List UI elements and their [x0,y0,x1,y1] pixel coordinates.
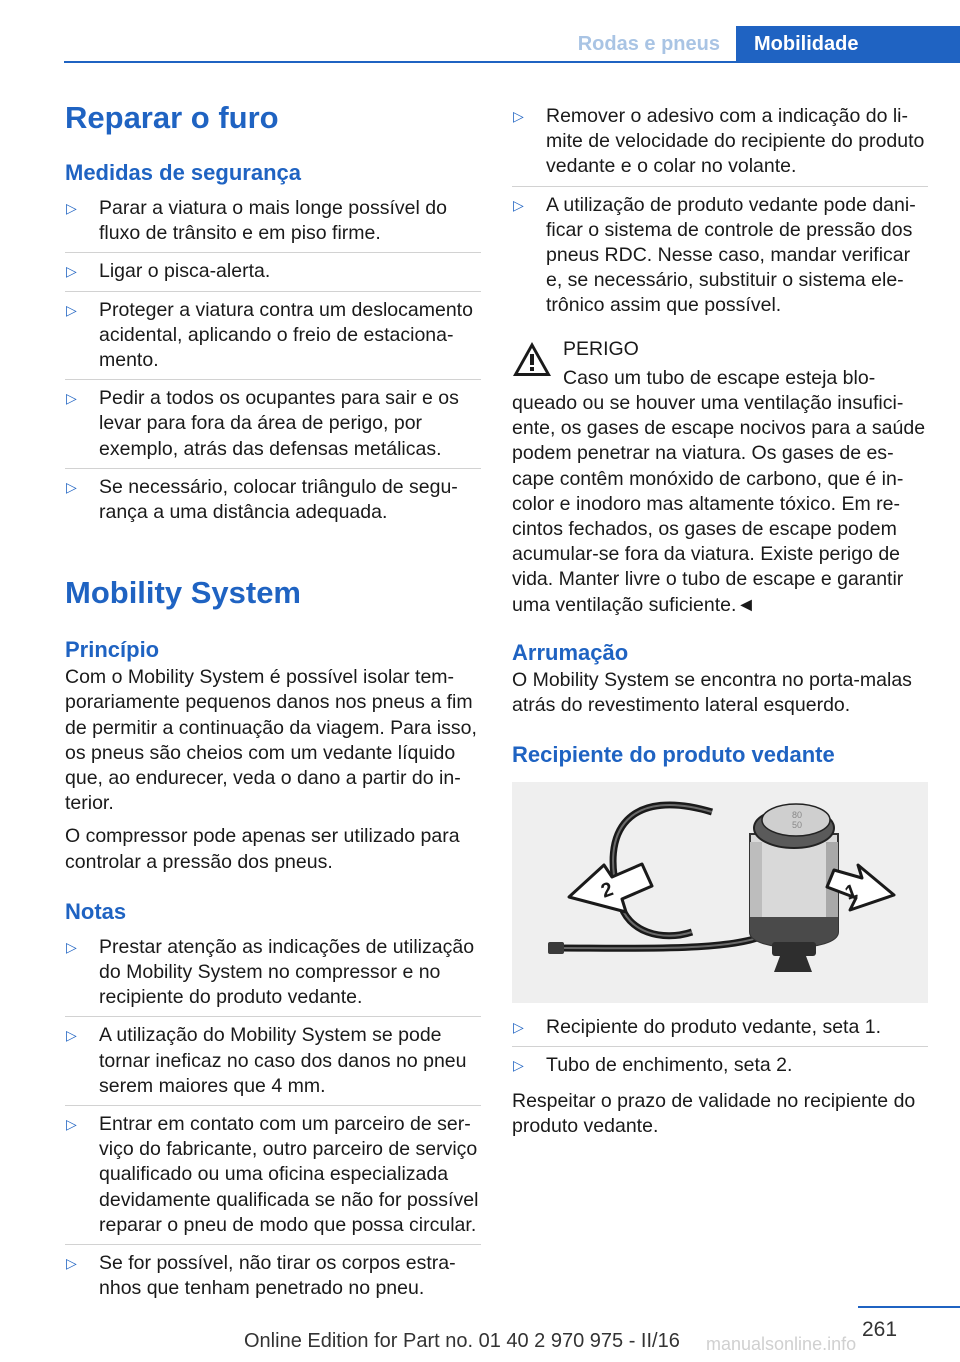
notes-title: Notas [65,898,127,924]
arrow-2-label: 2 [598,878,617,903]
list-item [512,187,928,325]
list-item-text: Entrar em contato com um parceiro de serviço do fabricante, outro parceiro de serviço qualificado ou uma oficina especializada devidamente qualificada se não for possível reparar o pneu de modo que possa circular. [99,1113,479,1236]
list-item-text: Pedir a todos os ocupantes para sair e os levar para fora da área de perigo, por exemplo, atrás das defensas metálicas. [99,387,459,460]
triangle-right-icon: ▷ [513,1019,524,1036]
list-item [512,1009,928,1047]
compressor-paragraph: O compressor pode apenas ser utilizado para controlar a pressão dos pneus. [65,825,460,873]
triangle-right-icon: ▷ [66,200,77,216]
triangle-right-icon: ▷ [66,263,77,280]
triangle-right-icon: ▷ [66,478,77,495]
list-item-text: Se necessário, colocar triângulo de segurança a uma distância adequada. [99,475,458,524]
list-item-text: Proteger a viatura contra um deslocamento acidental, aplicando o freio de estacionamento. [99,298,473,372]
danger-warning [512,337,928,618]
warning-triangle-icon [512,341,552,377]
list-item [65,1106,481,1245]
section-tab[interactable]: Rodas e pneus [577,32,720,55]
triangle-right-icon: ▷ [513,196,524,213]
list-item-text: Recipiente do produto vedante, seta 1. [546,1016,881,1039]
safety-title: Medidas de segurança [65,160,301,185]
container-title: Recipiente do produto vedante [512,742,835,768]
sealant-container-illustration [512,782,928,1003]
cap-label-bottom: 50 [792,820,803,831]
list-item [65,929,481,1018]
storage-title: Arrumação [512,639,629,665]
triangle-right-icon: ▷ [66,301,77,318]
footer-rule [858,1306,960,1308]
instruction-list [512,101,928,325]
list-item [65,380,481,469]
principle-paragraph: Com o Mobility System é possível isolar temporariamente pequenos danos nos pneus a fim de permitir a continuação da viagem. Para isso, os pneus são cheios com um vedante líquido que, ao endurecer, veda o dano a partir do interior. [65,666,477,815]
warning-text: Caso um tubo de escape esteja bloqueado ou se houver uma ventilação insuficiente, os gases de escape nocivos para a saúde podem penetrar na viatura. Os gases de escape contêm monóxido de carbono, que é incolor e inodoro mas altamente tóxico. Em recintos fechados, os gases de escape podem acumular-se fora da viatura. Existe perigo de vida. Manter livre o tubo de escape e garantir uma ventilação suficiente.◄ [512,366,926,616]
list-item [65,469,481,531]
triangle-right-icon: ▷ [66,938,77,955]
list-item-text: Remover o adesivo com a indicação do limite de velocidade do recipiente do produto vedante e o colar no volante. [546,105,925,178]
list-item-text: A utilização do Mobility System se pode tornar ineficaz no caso dos danos no pneu serem maiores que 4 mm. [99,1024,467,1097]
page-number: 261 [862,1318,898,1341]
sealant-kit-drawing [512,782,928,1003]
list-item [65,190,481,253]
notes-list [65,929,481,1308]
list-item [65,1245,481,1307]
triangle-right-icon: ▷ [66,1255,77,1272]
list-item [65,1017,481,1106]
list-item [512,1047,928,1084]
figure-legend-list [512,1009,928,1084]
triangle-right-icon: ▷ [513,1057,524,1074]
cap-label-top: 80 [792,810,803,821]
triangle-right-icon: ▷ [66,390,77,407]
left-column [65,96,481,1308]
warning-label: PERIGO [563,337,639,360]
principle-title: Princípio [65,637,160,663]
list-item-text: Prestar atenção as indicações de utilização do Mobility System no compressor e no recipiente do produto vedante. [99,935,475,1009]
list-item [65,253,481,291]
mobility-system-title: Mobility System [65,575,301,611]
watermark-text: manualsonline.info [706,1334,857,1354]
edition-footer: Online Edition for Part no. 01 40 2 970 975 - II/16 [244,1330,680,1352]
chapter-tab[interactable]: Mobilidade [736,26,960,62]
triangle-right-icon: ▷ [513,108,524,124]
list-item-text: Tubo de enchimento, seta 2. [546,1054,793,1077]
right-column [512,101,928,1139]
triangle-right-icon: ▷ [66,1027,77,1044]
list-item-text: Parar a viatura o mais longe possível do fluxo de trânsito e em piso firme. [99,197,447,245]
triangle-right-icon: ▷ [66,1116,77,1133]
list-item-text: Ligar o pisca-alerta. [99,260,271,283]
repair-title: Reparar o furo [65,100,279,135]
list-item [65,292,481,381]
arrow-1-label: 1 [842,880,861,905]
header-rule [64,61,960,63]
safety-list [65,190,481,531]
list-item [512,101,928,187]
validity-paragraph: Respeitar o prazo de validade no recipiente do produto vedante. [512,1089,916,1137]
storage-paragraph: O Mobility System se encontra no porta-malas atrás do revestimento lateral esquerdo. [512,668,912,717]
header-tabs [564,26,960,62]
list-item-text: Se for possível, não tirar os corpos estranhos que tenham penetrado no pneu. [99,1252,456,1300]
list-item-text: A utilização de produto vedante pode danificar o sistema de controle de pressão dos pneus RDC. Nesse caso, mandar verificar e, se necessário, substituir o sistema eletrônico assim que possível. [546,193,916,317]
